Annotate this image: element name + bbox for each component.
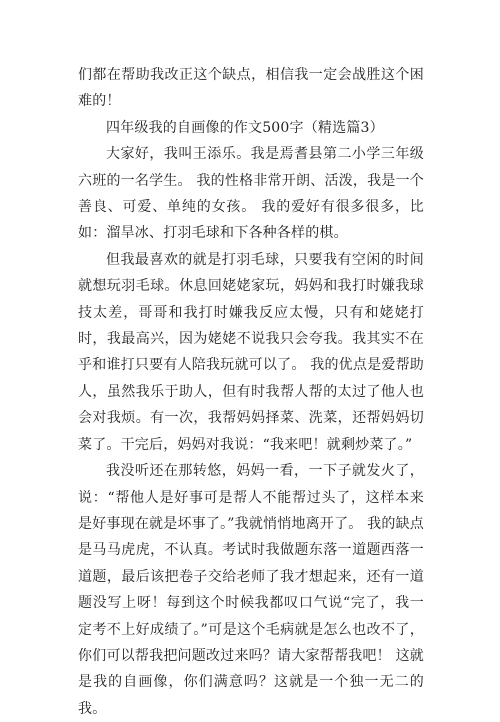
- paragraph-2: 但我最喜欢的就是打羽毛球，只要我有空闲的时间就想玩羽毛球。休息回姥姥家玩，妈妈和我打时嫌我球技太差，哥哥和我打时嫌我反应太慢，只有和姥姥打时，我最高兴，因为姥姥不说我只会夸我。我其实不在乎和谁打只要有人陪我玩就可以了。 我的优点是爱帮助人，虽然我乐于助人，但有时我帮人帮的太过了他人也会对我烦。有一次，我帮妈妈择菜、洗菜，还帮妈妈切菜了。干完后，妈妈对我说：“我来吧！就剩炒菜了。”: [78, 251, 424, 453]
- paragraph-3: 我没听还在那转悠，妈妈一看，一下子就发火了，说：“帮他人是好事可是帮人不能帮过头了，这样本来是好事现在就是坏事了。”我就悄悄地离开了。 我的缺点是马马虎虎，不认真。考试时我做题东落一道题西落一道题，最后该把卷子交给老师了我才想起来，还有一道题没写上呀！每到这个时候我都叹口气说“完了，我一定考不上好成绩了。”可是这个毛病就是怎么也改不了，你们可以帮我把问题改过来吗？请大家帮帮我吧！ 这就是我的自画像，你们满意吗？这就是一个独一无二的我。: [78, 463, 424, 717]
- document-body: [78, 62, 424, 722]
- paragraph-1: 大家好，我叫王添乐。我是焉耆县第二小学三年级六班的一名学生。 我的性格非常开朗、活泼，我是一个善良、可爱、单纯的女孩。 我的爱好有很多很多，比如：溜旱冰、打羽毛球和下各种各样的棋。: [78, 146, 424, 242]
- leading-paragraph: 们都在帮助我改正这个缺点，相信我一定会战胜这个困难的！: [78, 67, 424, 110]
- section-title: 四年级我的自画像的作文500字（精选篇3）: [106, 119, 384, 136]
